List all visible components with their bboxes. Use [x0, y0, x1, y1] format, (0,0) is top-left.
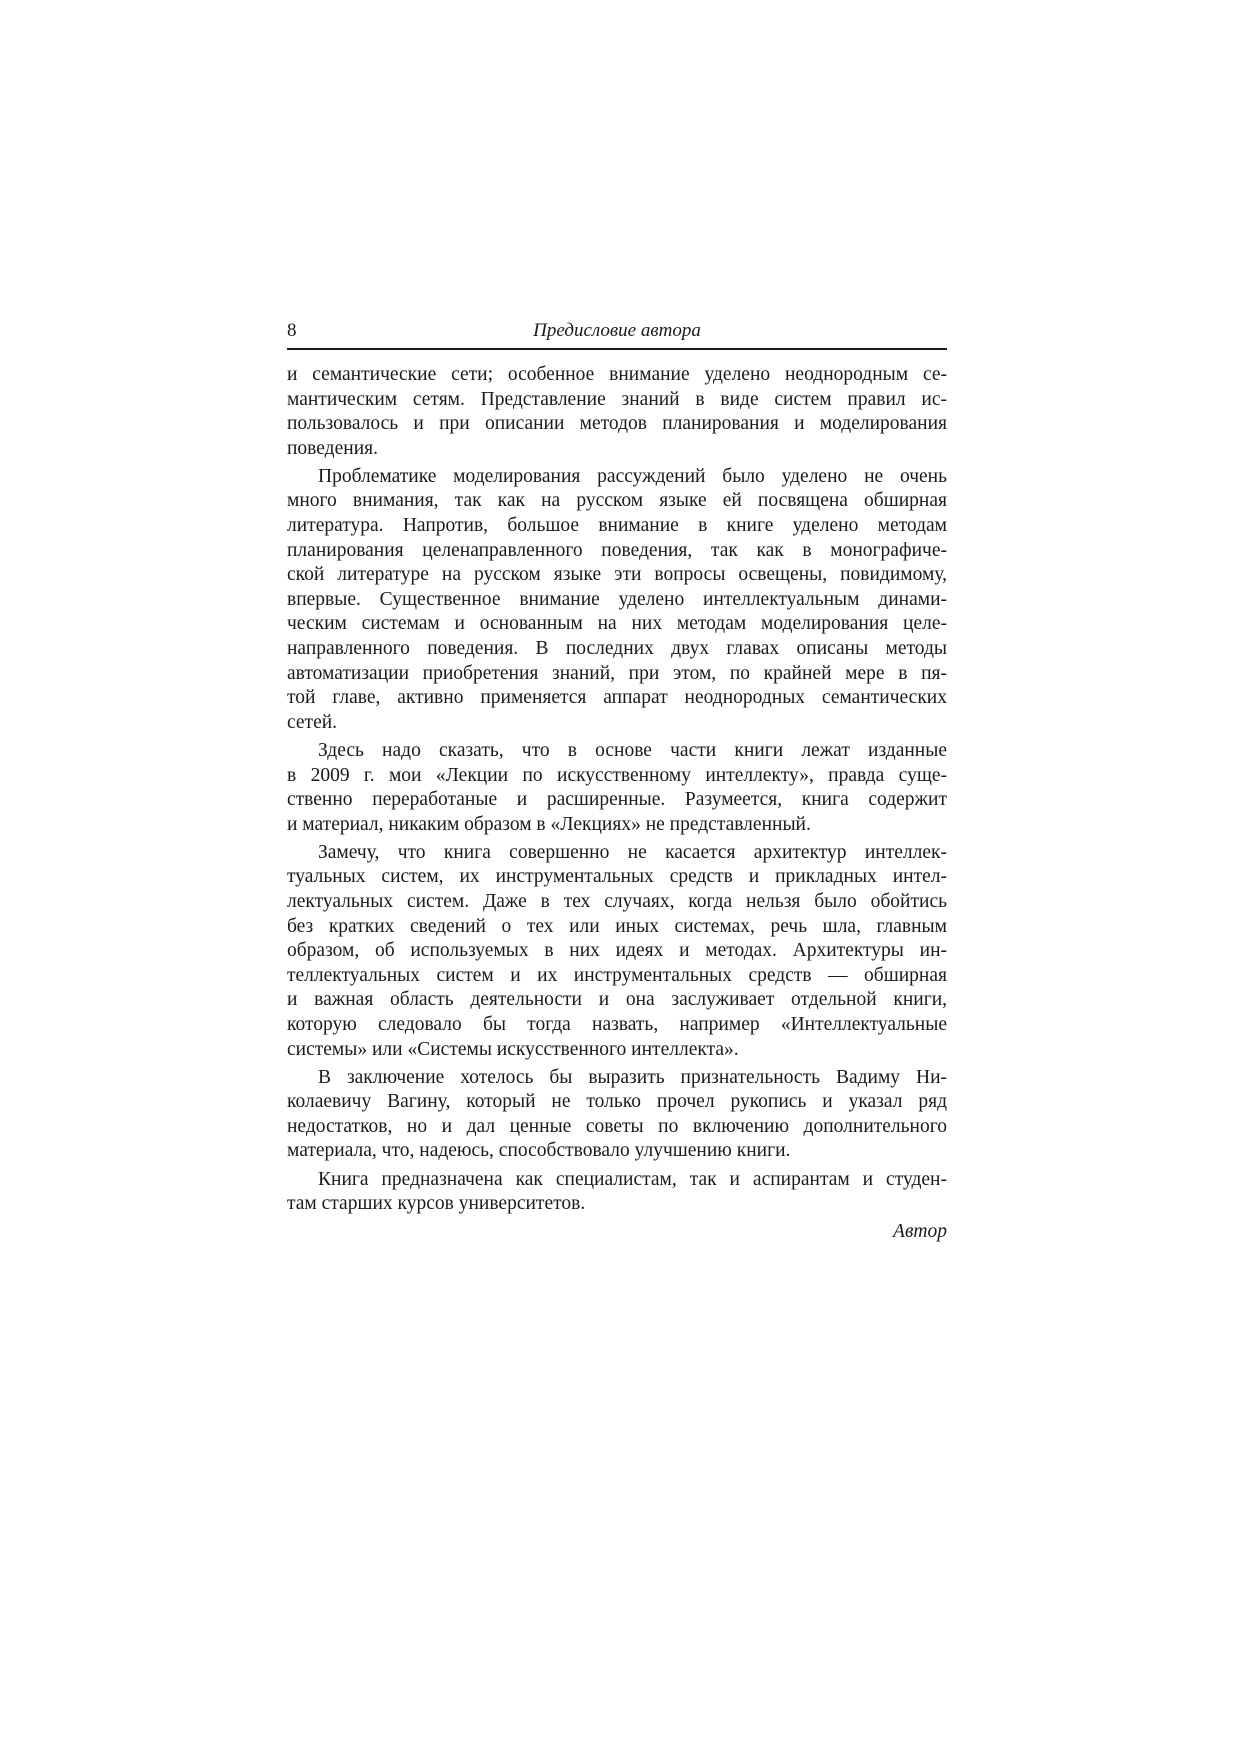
text-line: материала, что, надеюсь, способствовало улучшению книги. — [287, 1140, 791, 1162]
text-line: и материал, никаким образом в «Лекциях» не представленный. — [287, 813, 811, 835]
page-number: 8 — [287, 320, 297, 341]
text-line: той главе, активно применяется аппарат неоднородных семантических — [287, 687, 947, 709]
text-line: сетей. — [287, 711, 338, 733]
text-line: там старших курсов университетов. — [287, 1193, 586, 1215]
text-line: и важная область деятельности и она заслуживает отдельной книги, — [287, 989, 947, 1011]
running-head — [287, 318, 947, 350]
text-line: мантическим сетям. Представление знаний в виде систем правил ис- — [287, 388, 947, 410]
paragraph — [287, 363, 947, 461]
text-line: много внимания, так как на русском языке ей посвящена обширная — [287, 490, 947, 512]
text-line: в 2009 г. мои «Лекции по искусственному интеллекту», правда суще- — [287, 764, 947, 786]
paragraph — [287, 841, 947, 1062]
text-line: Проблематике моделирования рассуждений было уделено не очень — [318, 465, 947, 487]
text-line: Замечу, что книга совершенно не касается архитектур интеллек- — [318, 841, 947, 863]
text-line: колаевичу Вагину, который не только прочел рукопись и указал ряд — [287, 1091, 947, 1113]
text-line: направленного поведения. В последних двух главах описаны методы — [287, 638, 947, 660]
text-line: теллектуальных систем и их инструментальных средств — обширная — [287, 964, 947, 986]
text-line: впервые. Существенное внимание уделено интеллектуальным динами- — [287, 588, 947, 610]
book-page — [287, 318, 947, 1243]
text-line: планирования целенаправленного поведения, так как в монографиче- — [287, 539, 947, 561]
text-line: образом, об используемых в них идеях и методах. Архитектуры ин- — [287, 940, 947, 962]
text-line: без кратких сведений о тех или иных системах, речь шла, главным — [287, 915, 947, 937]
text-line: ской литературе на русском языке эти вопросы освещены, повидимому, — [287, 564, 947, 586]
text-line: автоматизации приобретения знаний, при этом, по крайней мере в пя- — [287, 662, 947, 684]
text-line: лектуальных систем. Даже в тех случаях, когда нельзя было обойтись — [287, 890, 947, 912]
text-line: В заключение хотелось бы выразить признательность Вадиму Ни- — [318, 1066, 947, 1088]
text-line: ственно переработаные и расширенные. Разумеется, книга содержит — [287, 789, 947, 811]
paragraph — [287, 1168, 947, 1217]
author-signature: Автор — [893, 1220, 947, 1242]
text-line: Здесь надо сказать, что в основе части книги лежат изданные — [318, 739, 947, 761]
text-line: Книга предназначена как специалистам, так и аспирантам и студен- — [318, 1168, 947, 1190]
text-line: и семантические сети; особенное внимание уделено неоднородным се- — [287, 364, 947, 385]
text-line: недостатков, но и дал ценные советы по включению дополнительного — [287, 1115, 947, 1137]
paragraph — [287, 739, 947, 837]
text-line: поведения. — [287, 437, 378, 459]
text-line: которую следовало бы тогда назвать, например «Интеллектуальные — [287, 1013, 947, 1035]
text-line: пользовалось и при описании методов планирования и моделирования — [287, 413, 947, 435]
text-line: ческим системам и основанным на них методам моделирования целе- — [287, 613, 947, 635]
paragraph — [287, 1066, 947, 1164]
text-line: системы» или «Системы искусственного интеллекта». — [287, 1038, 739, 1060]
paragraph — [287, 465, 947, 736]
body-text — [287, 363, 947, 1217]
text-line: туальных систем, их инструментальных средств и прикладных интел- — [287, 866, 947, 888]
running-title: Предисловие автора — [533, 320, 701, 341]
text-line: литература. Напротив, большое внимание в книге уделено методам — [287, 515, 947, 537]
